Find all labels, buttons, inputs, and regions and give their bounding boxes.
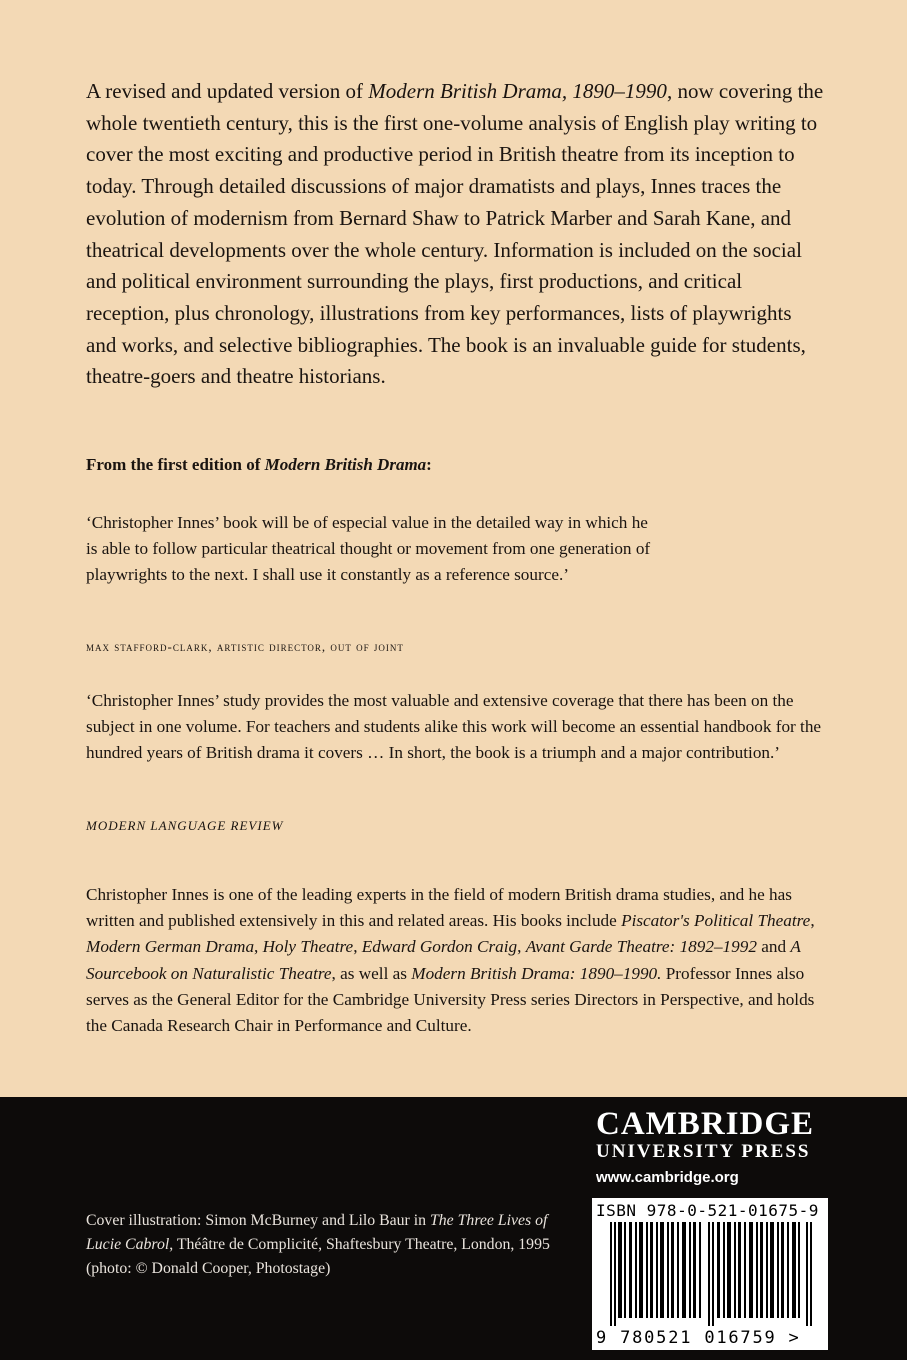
isbn-barcode xyxy=(592,1198,828,1350)
publisher-sub: UNIVERSITY PRESS xyxy=(596,1141,811,1162)
quote-stafford-clark: ‘Christopher Innes’ book will be of especial value in the detailed way in which he is able to follow particular theatrical thought or movement from one generation of playwrights to the next. I shall use it constantly as a reference source.’ xyxy=(86,513,651,585)
blurb-book-title: Modern British Drama, 1890–1990 xyxy=(368,79,667,103)
blurb-text: A revised and updated version of xyxy=(86,79,369,103)
footer-band xyxy=(0,1097,907,1360)
isbn-text: ISBN 978-0-521-01675-9 xyxy=(596,1201,819,1220)
publisher-name: CAMBRIDGE xyxy=(596,1106,815,1142)
publisher-logo xyxy=(596,1107,826,1186)
blurb-text-cont: , now covering the whole twentieth century, this is the first one-volume analysis of English play writing to cover the most exciting and productive period in British theatre from its inception to today. Through detailed discussions of major dramatists and plays, Innes traces the evolution of modernism from Bernard Shaw to Patrick Marber and Sarah Kane, and theatrical developments over the whole century. Information is included on the social and political environment surrounding the plays, first productions, and critical reception, plus chronology, illustrations from key performances, lists of playwrights and works, and selective bibliographies. The book is an invaluable guide for students, theatre-goers and theatre historians. xyxy=(86,79,824,389)
quote-attribution-2: MODERN LANGUAGE REVIEW xyxy=(86,818,284,833)
barcode-bars xyxy=(608,1222,816,1326)
quote-mlr: ‘Christopher Innes’ study provides the most valuable and extensive coverage that there has been on the subject in one volume. For teachers and students alike this work will become an essential handbook for the hundred years of British drama it covers … In short, the book is a triumph and a major contribution.’ xyxy=(86,691,822,763)
publisher-url: www.cambridge.org xyxy=(596,1169,739,1186)
barcode-number: 9 780521 016759 > xyxy=(596,1328,801,1348)
author-bio: Christopher Innes is one of the leading experts in the field of modern British drama studies, and he has written and published extensively in this and related areas. His books include Piscator's Political Theatre, Modern German Drama, Holy Theatre, Edward Gordon Craig, Avant Garde Theatre: 1892–1992 and A Sourcebook on Naturalistic Theatre, as well as Modern British Drama: 1890–1990. Professor Innes also serves as the General Editor for the Cambridge University Press series Directors in Perspective, and holds the Canada Research Chair in Performance and Culture. xyxy=(86,885,815,1036)
first-edition-heading: From the first edition of Modern British Drama: xyxy=(86,455,432,474)
blurb-paragraph xyxy=(86,76,826,393)
cover-caption: Cover illustration: Simon McBurney and Lilo Baur in The Three Lives of Lucie Cabrol, Théâtre de Complicité, Shaftesbury Theatre, London, 1995 (photo: © Donald Cooper, Photostage) xyxy=(86,1212,550,1277)
quote-attribution-1: max stafford-clark, artistic director, out of joint xyxy=(86,639,404,654)
